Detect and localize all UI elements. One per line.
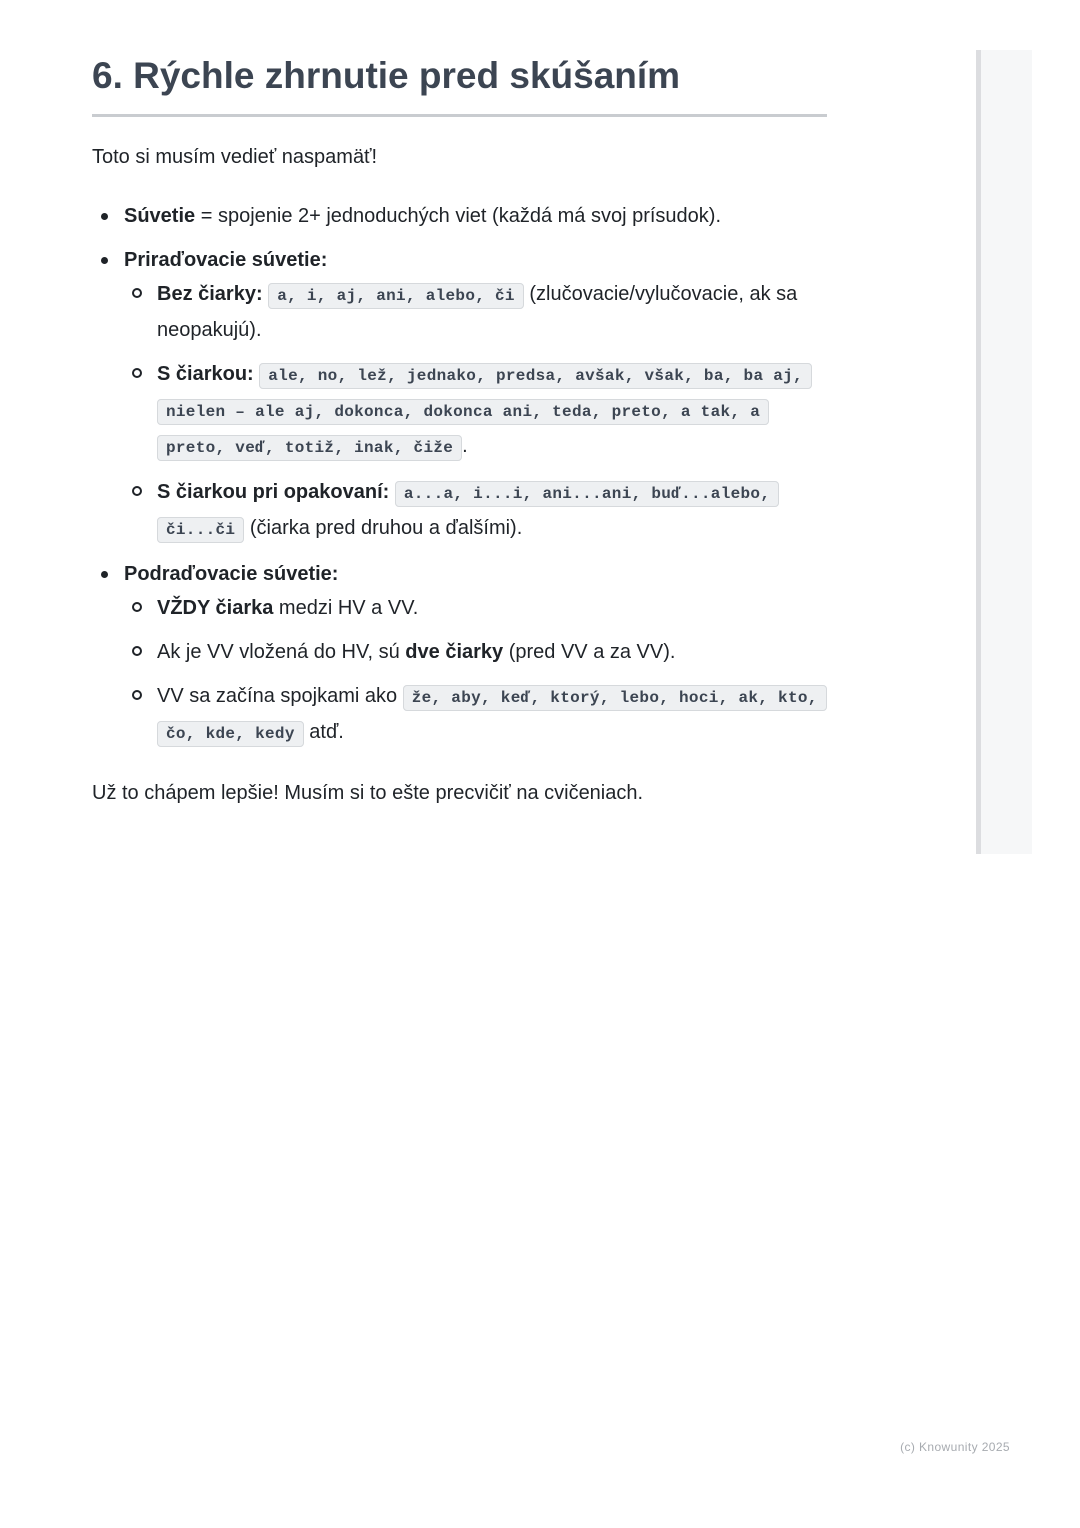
item-note: medzi HV a VV. [273,597,419,619]
item-note: atď. [303,721,344,743]
sublist-item [124,591,827,625]
page-title: 6. Rýchle zhrnutie pred skúšaním [92,50,827,117]
summary-list [92,199,827,751]
item-note: (pred VV a za VV). [503,641,676,663]
outro-text: Už to chápem lepšie! Musím si to ešte precvičiť na cvičeniach. [92,782,644,804]
sublist-item [124,277,827,347]
item-note: (čiarka pred druhou a ďalšími). [244,517,523,539]
sublist-item [124,475,827,547]
item-text: Ak je VV vložená do HV, sú [157,641,406,663]
item-note: . [462,435,468,457]
item-bold: VŽDY čiarka [157,597,274,619]
item-bold: dve čiarky [405,641,504,663]
list-item-priradovacie [92,243,827,547]
sublist-item [124,679,827,751]
conjunction-code: a...a, i...i, ani...ani, buď...alebo, či...či [157,481,779,543]
list-item-podradovacie [92,557,827,751]
heading-priradovacie: Priraďovacie súvetie: [124,249,328,271]
conjunction-code: a, i, aj, ani, alebo, či [268,283,524,309]
term-suvetie: Súvetie [124,205,196,227]
document-content [92,50,827,807]
priradovacie-sublist [124,277,827,547]
sublist-item [124,357,827,465]
item-label: Bez čiarky: [157,283,263,305]
intro-text: Toto si musím vedieť naspamäť! [92,146,378,168]
definition-suvetie: = spojenie 2+ jednoduchých viet (každá má svoj prísudok). [195,205,722,227]
item-note: (zlučovacie/vylučovacie, ak sa neopakujú). [157,283,798,341]
item-label: S čiarkou pri opakovaní: [157,481,390,503]
item-text: VV sa začína spojkami ako [157,685,403,707]
side-panel [976,50,1032,854]
conjunction-code: že, aby, keď, ktorý, lebo, hoci, ak, kto, čo, kde, kedy [157,685,827,747]
sublist-item [124,635,827,669]
list-item-suvetie [92,199,827,233]
conjunction-code: ale, no, lež, jednako, predsa, avšak, však, ba, ba aj, nielen – ale aj, dokonca, dokonca ani, teda, preto, a tak, a preto, veď, totiž, inak, čiže [157,363,812,461]
heading-podradovacie: Podraďovacie súvetie: [124,563,339,585]
item-label: S čiarkou: [157,363,254,385]
copyright-footer: (c) Knowunity 2025 [900,1440,1010,1454]
podradovacie-sublist [124,591,827,751]
